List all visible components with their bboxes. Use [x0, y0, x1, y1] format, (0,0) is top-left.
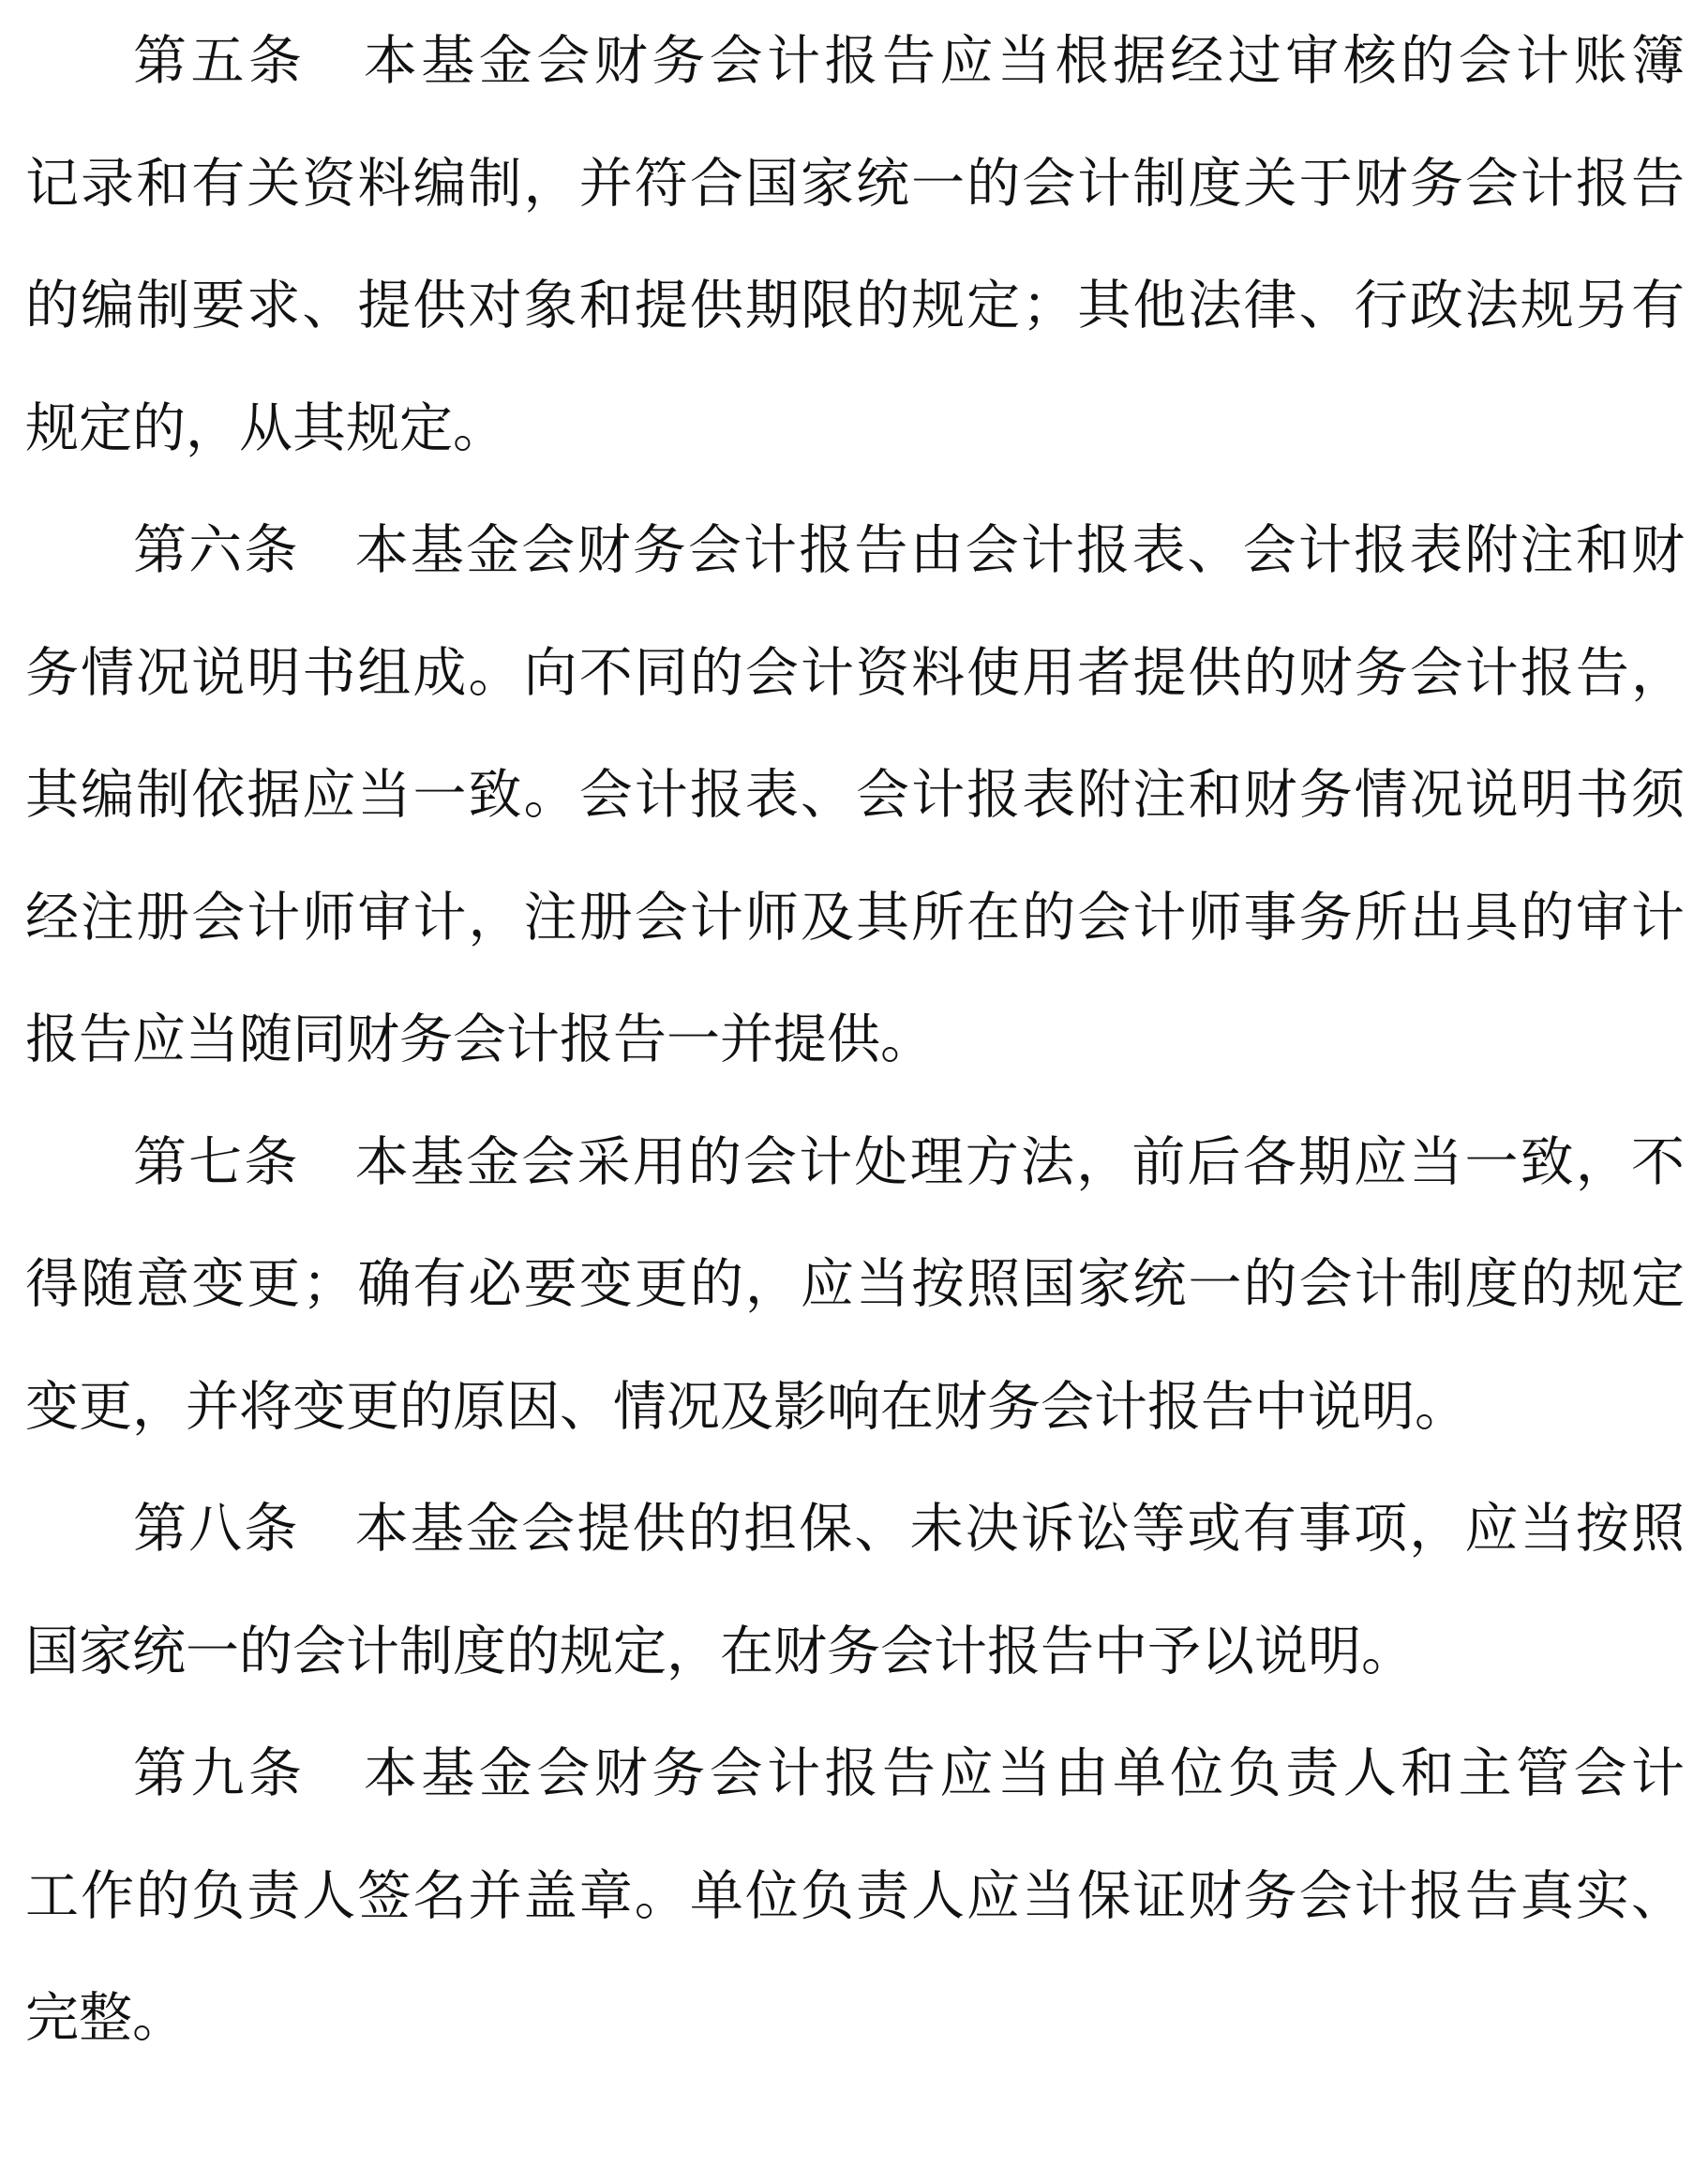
article-5	[25, 0, 1685, 489]
article-9	[25, 1712, 1685, 2080]
article-8	[25, 1468, 1685, 1712]
paragraph-line: 国家统一的会计制度的规定，在财务会计报告中予以说明。	[25, 1620, 1415, 1682]
article-7	[25, 1101, 1685, 1469]
paragraph-line: 第七条 本基金会采用的会计处理方法，前后各期应当一致，不	[133, 1130, 1685, 1193]
paragraph-line: 第六条 本基金会财务会计报告由会计报表、会计报表附注和财	[133, 519, 1685, 581]
paragraph-line: 的编制要求、提供对象和提供期限的规定；其他法律、行政法规另有	[25, 275, 1685, 336]
paragraph-line: 经注册会计师审计，注册会计师及其所在的会计师事务所出具的审计	[25, 886, 1685, 949]
paragraph-line: 务情况说明书组成。向不同的会计资料使用者提供的财务会计报告，	[25, 641, 1685, 704]
paragraph-line: 记录和有关资料编制，并符合国家统一的会计制度关于财务会计报告	[25, 152, 1685, 215]
paragraph-line: 报告应当随同财务会计报告一并提供。	[25, 1009, 934, 1070]
article-6	[25, 489, 1685, 1101]
paragraph-line: 工作的负责人签名并盖章。单位负责人应当保证财务会计报告真实、	[25, 1864, 1685, 1927]
document-page	[25, 0, 1685, 2080]
paragraph-line: 得随意变更；确有必要变更的，应当按照国家统一的会计制度的规定	[25, 1253, 1685, 1315]
paragraph-line: 其编制依据应当一致。会计报表、会计报表附注和财务情况说明书须	[25, 764, 1685, 826]
paragraph-line: 第八条 本基金会提供的担保、未决诉讼等或有事项，应当按照	[133, 1498, 1685, 1560]
paragraph-line: 第五条 本基金会财务会计报告应当根据经过审核的会计账簿	[133, 30, 1685, 92]
paragraph-line: 规定的，从其规定。	[25, 396, 506, 459]
paragraph-line: 完整。	[25, 1987, 186, 2049]
paragraph-line: 第九条 本基金会财务会计报告应当由单位负责人和主管会计	[133, 1742, 1685, 1804]
paragraph-line: 变更，并将变更的原因、情况及影响在财务会计报告中说明。	[25, 1375, 1468, 1438]
